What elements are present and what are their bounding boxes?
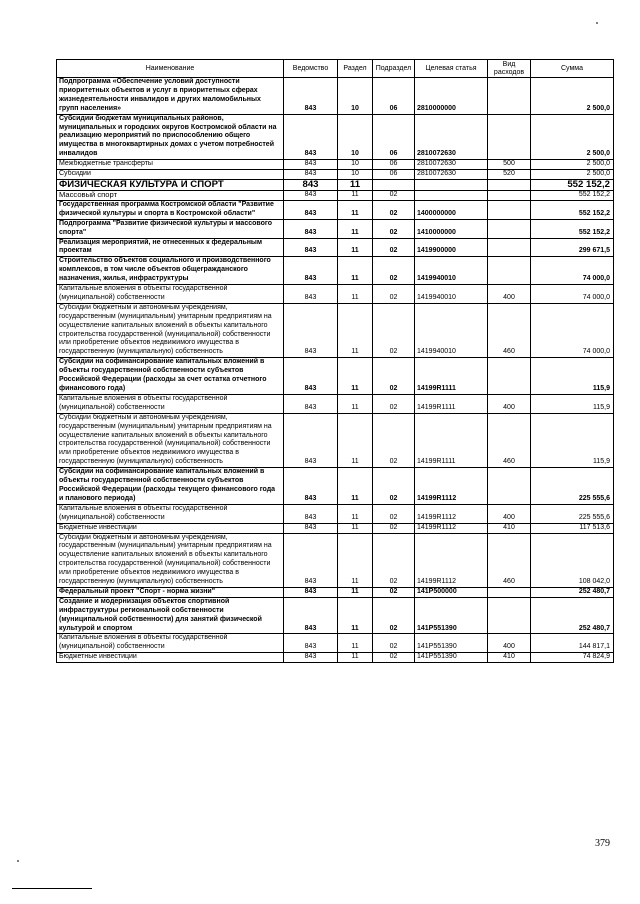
row-amount: 115,9: [531, 413, 614, 467]
row-vedomstvo: 843: [284, 303, 338, 357]
page-number: 379: [595, 838, 610, 849]
row-expense-type: 400: [488, 504, 531, 523]
row-podrazdel: 02: [373, 533, 415, 587]
row-target-article: 141P551390: [415, 634, 488, 653]
row-target-article: 14199R1112: [415, 523, 488, 533]
row-name: Субсидии бюджетным и автономным учреждениям, государственным (муниципальным) унитарным предприятиям на осуществление капитальных вложений в объекты капитального строительства государственной (муниципальной) собственности или приобретение объектов недвижимого имущества в государственную (муниципальную) собственность: [57, 413, 284, 467]
row-target-article: 14199R1112: [415, 468, 488, 505]
row-name: Субсидии на софинансирование капитальных вложений в объекты государственной собственности субъектов Российской Федерации (расходы за счет остатка отчетного финансового года): [57, 358, 284, 395]
row-razdel: 11: [338, 285, 373, 304]
row-amount: 2 500,0: [531, 114, 614, 160]
row-vedomstvo: 843: [284, 634, 338, 653]
row-name: Капитальные вложения в объекты государственной (муниципальной) собственности: [57, 394, 284, 413]
row-amount: 225 555,6: [531, 468, 614, 505]
row-amount: 74 000,0: [531, 257, 614, 285]
row-amount: 115,9: [531, 394, 614, 413]
row-target-article: 141P551390: [415, 597, 488, 634]
row-name: Бюджетные инвестиции: [57, 523, 284, 533]
row-vedomstvo: 843: [284, 200, 338, 219]
table-row: [57, 78, 614, 115]
row-vedomstvo: 843: [284, 179, 338, 190]
table-row: [57, 200, 614, 219]
row-podrazdel: 06: [373, 114, 415, 160]
row-podrazdel: 02: [373, 587, 415, 597]
row-razdel: 11: [338, 523, 373, 533]
row-podrazdel: [373, 179, 415, 190]
row-razdel: 11: [338, 303, 373, 357]
row-amount: 108 042,0: [531, 533, 614, 587]
row-razdel: 11: [338, 219, 373, 238]
row-vedomstvo: 843: [284, 653, 338, 663]
row-expense-type: [488, 358, 531, 395]
row-podrazdel: 02: [373, 634, 415, 653]
row-target-article: 1419940010: [415, 257, 488, 285]
row-amount: 252 480,7: [531, 597, 614, 634]
row-name: Подпрограмма «Обеспечение условий доступности приоритетных объектов и услуг в приоритетных сферах жизнедеятельности инвалидов и других маломобильных групп населения»: [57, 78, 284, 115]
row-expense-type: 410: [488, 653, 531, 663]
scan-speck: [17, 860, 19, 862]
row-name: Капитальные вложения в объекты государственной (муниципальной) собственности: [57, 634, 284, 653]
row-vedomstvo: 843: [284, 597, 338, 634]
row-name: Реализация мероприятий, не отнесенных к федеральным проектам: [57, 238, 284, 257]
header-vedomstvo: Ведомство: [284, 60, 338, 78]
row-podrazdel: 02: [373, 285, 415, 304]
table-row: [57, 219, 614, 238]
row-amount: 2 500,0: [531, 160, 614, 170]
row-expense-type: [488, 190, 531, 200]
row-expense-type: [488, 597, 531, 634]
table-row: [57, 358, 614, 395]
table-row: [57, 413, 614, 467]
table-row: [57, 504, 614, 523]
row-expense-type: [488, 114, 531, 160]
table-row: [57, 170, 614, 180]
row-vedomstvo: 843: [284, 394, 338, 413]
row-podrazdel: 02: [373, 523, 415, 533]
row-target-article: 2810072630: [415, 170, 488, 180]
row-vedomstvo: 843: [284, 413, 338, 467]
row-vedomstvo: 843: [284, 533, 338, 587]
table-row: [57, 238, 614, 257]
row-vedomstvo: 843: [284, 468, 338, 505]
row-name: Субсидии бюджетам муниципальных районов, муниципальных и городских округов Костромской области на реализацию мероприятий по приспособлению общего имущества в многоквартирных домах с учетом потребностей инвалидов: [57, 114, 284, 160]
row-vedomstvo: 843: [284, 504, 338, 523]
row-name: Государственная программа Костромской области "Развитие физической культуры и спорта в Костромской области": [57, 200, 284, 219]
row-target-article: 14199R1111: [415, 358, 488, 395]
row-podrazdel: 02: [373, 219, 415, 238]
row-podrazdel: 06: [373, 170, 415, 180]
row-podrazdel: 02: [373, 190, 415, 200]
row-name: Бюджетные инвестиции: [57, 653, 284, 663]
row-name: Создание и модернизация объектов спортивной инфраструктуры региональной собственности (муниципальной собственности) для занятий физической культурой и спортом: [57, 597, 284, 634]
row-target-article: 14199R1112: [415, 504, 488, 523]
table-row: [57, 190, 614, 200]
table-row: [57, 587, 614, 597]
row-razdel: 10: [338, 160, 373, 170]
row-expense-type: 500: [488, 160, 531, 170]
row-name: Субсидии: [57, 170, 284, 180]
row-vedomstvo: 843: [284, 358, 338, 395]
row-vedomstvo: 843: [284, 160, 338, 170]
table-row: [57, 394, 614, 413]
row-expense-type: 460: [488, 303, 531, 357]
row-amount: 74 824,9: [531, 653, 614, 663]
row-podrazdel: 02: [373, 303, 415, 357]
row-expense-type: 400: [488, 634, 531, 653]
row-amount: 115,9: [531, 358, 614, 395]
row-vedomstvo: 843: [284, 170, 338, 180]
row-name: ФИЗИЧЕСКАЯ КУЛЬТУРА И СПОРТ: [57, 179, 284, 190]
row-name: Массовый спорт: [57, 190, 284, 200]
row-amount: 552 152,2: [531, 219, 614, 238]
row-razdel: 11: [338, 394, 373, 413]
row-expense-type: 410: [488, 523, 531, 533]
row-razdel: 11: [338, 200, 373, 219]
row-expense-type: 460: [488, 533, 531, 587]
row-podrazdel: 06: [373, 78, 415, 115]
row-expense-type: [488, 179, 531, 190]
row-razdel: 11: [338, 257, 373, 285]
row-amount: 552 152,2: [531, 190, 614, 200]
row-podrazdel: 02: [373, 597, 415, 634]
row-vedomstvo: 843: [284, 114, 338, 160]
row-podrazdel: 02: [373, 394, 415, 413]
row-target-article: 141P551390: [415, 653, 488, 663]
header-expense-type: Вид расходов: [488, 60, 531, 78]
row-podrazdel: 02: [373, 358, 415, 395]
row-vedomstvo: 843: [284, 587, 338, 597]
table-row: [57, 468, 614, 505]
row-target-article: [415, 190, 488, 200]
row-amount: 2 500,0: [531, 78, 614, 115]
row-podrazdel: 02: [373, 413, 415, 467]
row-razdel: 11: [338, 190, 373, 200]
row-name: Федеральный проект "Спорт - норма жизни": [57, 587, 284, 597]
table-row: [57, 533, 614, 587]
row-vedomstvo: 843: [284, 78, 338, 115]
budget-table: [56, 59, 614, 663]
table-row: [57, 285, 614, 304]
row-name: Субсидии бюджетным и автономным учреждениям, государственным (муниципальным) унитарным предприятиям на осуществление капитальных вложений в объекты капитального строительства государственной (муниципальной) собственности или приобретение объектов недвижимого имущества в государственную (муниципальную) собственность: [57, 303, 284, 357]
row-amount: 74 000,0: [531, 303, 614, 357]
row-razdel: 11: [338, 504, 373, 523]
row-amount: 144 817,1: [531, 634, 614, 653]
row-amount: 2 500,0: [531, 170, 614, 180]
row-expense-type: 400: [488, 285, 531, 304]
row-razdel: 11: [338, 238, 373, 257]
table-row: [57, 114, 614, 160]
row-vedomstvo: 843: [284, 219, 338, 238]
row-vedomstvo: 843: [284, 257, 338, 285]
header-amount: Сумма: [531, 60, 614, 78]
row-razdel: 11: [338, 413, 373, 467]
row-expense-type: 460: [488, 413, 531, 467]
row-target-article: 141P500000: [415, 587, 488, 597]
row-podrazdel: 06: [373, 160, 415, 170]
table-row: [57, 653, 614, 663]
row-name: Капитальные вложения в объекты государственной (муниципальной) собственности: [57, 504, 284, 523]
row-razdel: 11: [338, 533, 373, 587]
row-name: Субсидии бюджетным и автономным учреждениям, государственным (муниципальным) унитарным предприятиям на осуществление капитальных вложений в объекты капитального строительства государственной (муниципальной) собственности или приобретение объектов недвижимого имущества в государственную (муниципальную) собственность: [57, 533, 284, 587]
table-row: [57, 160, 614, 170]
row-expense-type: 400: [488, 394, 531, 413]
row-target-article: [415, 179, 488, 190]
row-podrazdel: 02: [373, 257, 415, 285]
header-razdel: Раздел: [338, 60, 373, 78]
row-razdel: 11: [338, 468, 373, 505]
row-podrazdel: 02: [373, 504, 415, 523]
header-name: Наименование: [57, 60, 284, 78]
row-razdel: 10: [338, 114, 373, 160]
row-target-article: 14199R1111: [415, 413, 488, 467]
row-razdel: 11: [338, 597, 373, 634]
row-expense-type: [488, 468, 531, 505]
row-target-article: 1400000000: [415, 200, 488, 219]
table-row: [57, 634, 614, 653]
row-podrazdel: 02: [373, 238, 415, 257]
header-podrazdel: Подраздел: [373, 60, 415, 78]
row-razdel: 11: [338, 634, 373, 653]
row-podrazdel: 02: [373, 653, 415, 663]
table-row: [57, 303, 614, 357]
header-target-article: Целевая статья: [415, 60, 488, 78]
row-expense-type: [488, 219, 531, 238]
row-name: Подпрограмма "Развитие физической культуры и массового спорта": [57, 219, 284, 238]
row-amount: 252 480,7: [531, 587, 614, 597]
row-amount: 225 555,6: [531, 504, 614, 523]
row-amount: 299 671,5: [531, 238, 614, 257]
row-name: Межбюджетные трансферты: [57, 160, 284, 170]
row-target-article: 14199R1111: [415, 394, 488, 413]
row-razdel: 11: [338, 358, 373, 395]
table-row: [57, 257, 614, 285]
row-vedomstvo: 843: [284, 190, 338, 200]
row-amount: 117 513,6: [531, 523, 614, 533]
row-name: Субсидии на софинансирование капитальных вложений в объекты государственной собственности субъектов Российской Федерации (расходы текущего финансового года и планового периода): [57, 468, 284, 505]
row-name: Капитальные вложения в объекты государственной (муниципальной) собственности: [57, 285, 284, 304]
table-body: [57, 78, 614, 663]
row-razdel: 11: [338, 587, 373, 597]
row-target-article: 1410000000: [415, 219, 488, 238]
row-expense-type: [488, 200, 531, 219]
row-target-article: 2810000000: [415, 78, 488, 115]
row-podrazdel: 02: [373, 200, 415, 219]
row-expense-type: [488, 587, 531, 597]
row-razdel: 10: [338, 170, 373, 180]
row-target-article: 1419940010: [415, 285, 488, 304]
row-expense-type: 520: [488, 170, 531, 180]
row-vedomstvo: 843: [284, 523, 338, 533]
row-razdel: 11: [338, 179, 373, 190]
row-name: Строительство объектов социального и производственного комплексов, в том числе объектов общегражданского назначения, жилья, инфраструктуры: [57, 257, 284, 285]
row-razdel: 11: [338, 653, 373, 663]
row-razdel: 10: [338, 78, 373, 115]
row-target-article: 1419940010: [415, 303, 488, 357]
row-expense-type: [488, 238, 531, 257]
scan-speck: [596, 22, 598, 24]
row-amount: 552 152,2: [531, 179, 614, 190]
row-target-article: 14199R1112: [415, 533, 488, 587]
row-podrazdel: 02: [373, 468, 415, 505]
table-header-row: [57, 60, 614, 78]
row-target-article: 2810072630: [415, 160, 488, 170]
footnote-divider: [12, 888, 92, 889]
row-amount: 552 152,2: [531, 200, 614, 219]
row-amount: 74 000,0: [531, 285, 614, 304]
row-vedomstvo: 843: [284, 285, 338, 304]
table-row: [57, 179, 614, 190]
row-target-article: 2810072630: [415, 114, 488, 160]
row-target-article: 1419900000: [415, 238, 488, 257]
table-row: [57, 597, 614, 634]
table-row: [57, 523, 614, 533]
row-expense-type: [488, 257, 531, 285]
row-expense-type: [488, 78, 531, 115]
row-vedomstvo: 843: [284, 238, 338, 257]
